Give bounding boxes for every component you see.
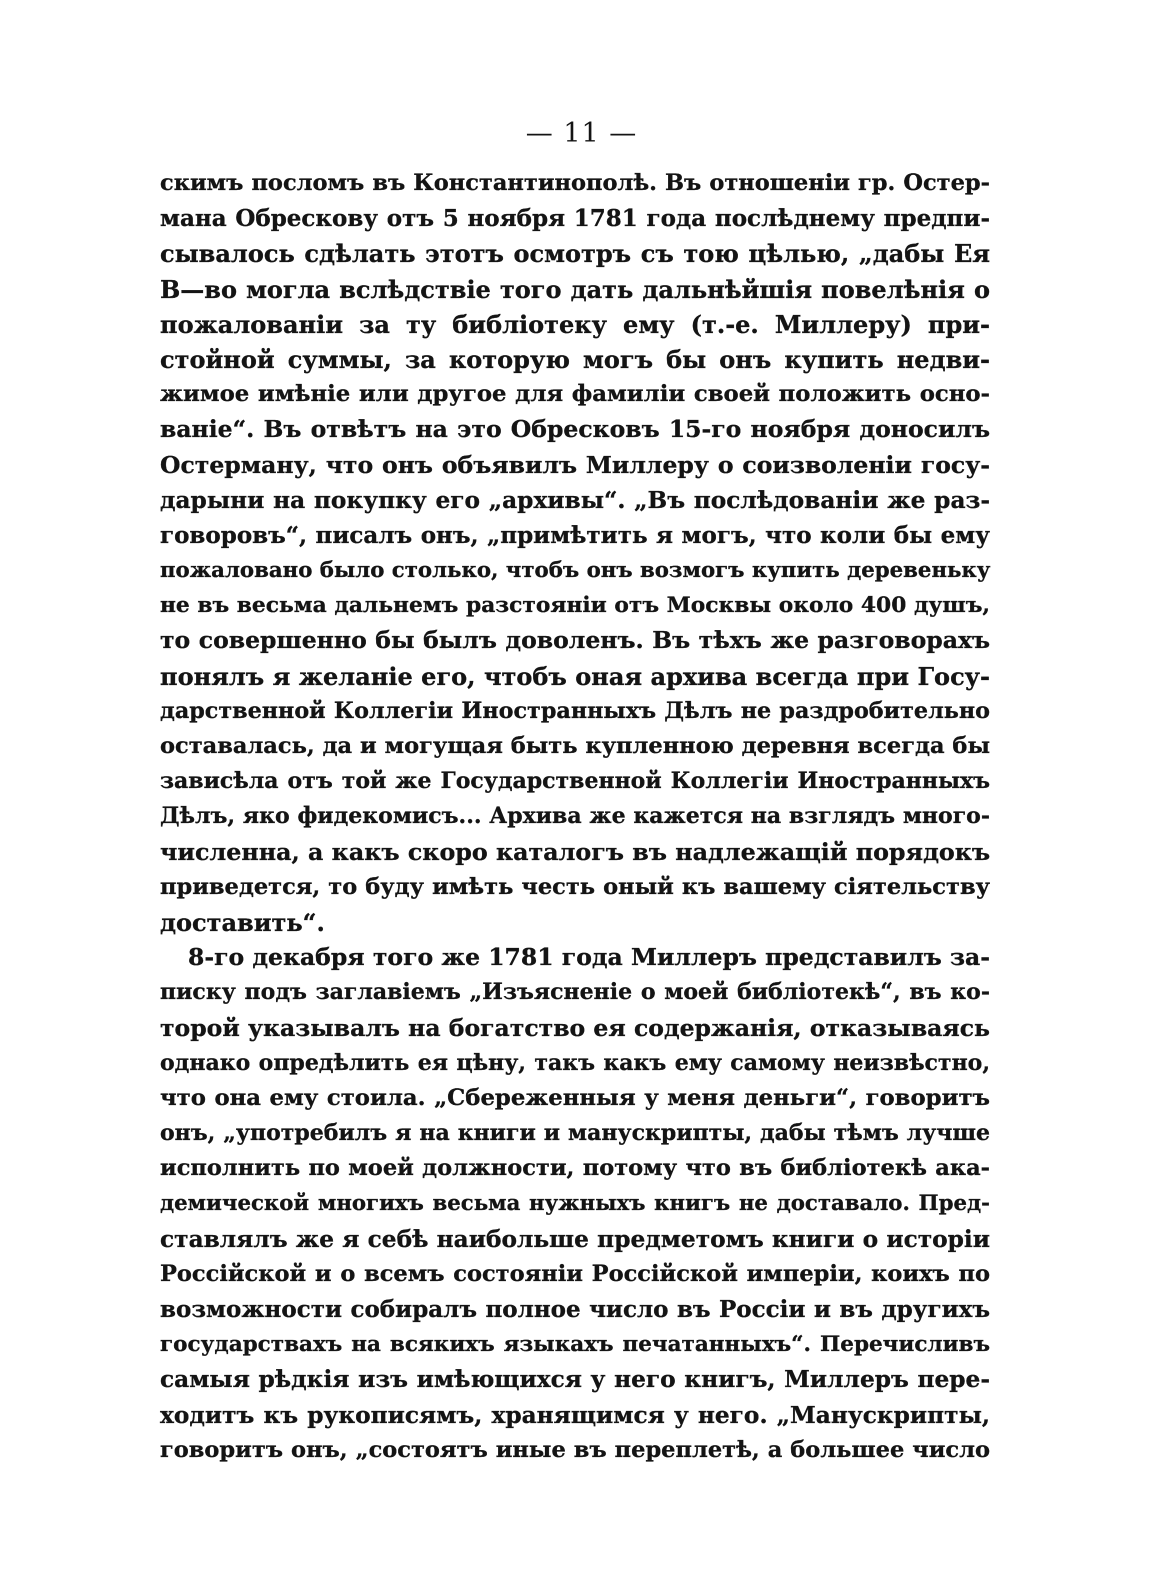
text-line: самыя рѣдкія изъ имѣющихся у него книгъ, Миллеръ пере- <box>160 1366 990 1394</box>
text-line: численна, а какъ скоро каталогъ въ надлежащій порядокъ <box>160 837 991 866</box>
text-line: В—во могла вслѣдствіе того дать дальнѣйшія повелѣнія о <box>160 274 990 304</box>
text-line: онъ, „употребилъ я на книги и манускрипты, дабы тѣмъ лучше <box>160 1120 990 1147</box>
page-number: — 11 — <box>525 118 638 149</box>
text-line: возможности собиралъ полное число въ Россіи и въ другихъ <box>160 1296 990 1323</box>
text-line: оставалась, да и могущая быть купленною деревня всегда бы <box>160 733 990 759</box>
page-text <box>160 166 990 1468</box>
text-line: торой указывалъ на богатство ея содержанія, отказываясь <box>160 1013 990 1042</box>
text-line: стойной суммы, за которую могъ бы онъ купить недви- <box>160 344 990 374</box>
text-line: исполнить по моей должности, потому что въ библіотекѣ ака- <box>160 1155 990 1182</box>
text-line: дарыни на покупку его „архивы“. „Въ послѣдованіи же раз- <box>160 486 990 514</box>
text-line: Дѣлъ, яко фидекомисъ... Архива же кажется на взглядъ много- <box>160 803 990 830</box>
text-line: однако опредѣлить ея цѣну, такъ какъ ему самому неизвѣстно, <box>160 1049 990 1076</box>
text-line: говоровъ“, писалъ онъ, „примѣтить я могъ, что коли бы ему <box>160 521 990 549</box>
text-line: 8-го декабря того же 1781 года Миллеръ представилъ за- <box>188 943 990 972</box>
text-line: ставлялъ же я себѣ наибольше предметомъ книги о исторіи <box>160 1225 990 1253</box>
text-line: писку подъ заглавіемъ „Изъясненіе о моей библіотекѣ“, въ ко- <box>160 979 990 1006</box>
text-line: говоритъ онъ, „состоятъ иные въ переплетѣ, а большее число <box>160 1436 990 1463</box>
text-line: доставить“. <box>160 907 325 937</box>
text-line: приведется, то буду имѣть честь оный къ вашему сіятельству <box>160 873 990 900</box>
text-line: Остерману, что онъ объявилъ Миллеру о соизволеніи госу- <box>160 450 990 479</box>
text-line: сывалось сдѣлать этотъ осмотръ съ тою цѣлью, „дабы Ея <box>160 239 990 269</box>
text-line: что она ему стоила. „Сбереженныя у меня деньги“, говоритъ <box>160 1084 990 1111</box>
text-line: зависѣла отъ той же Государственной Коллегіи Иностранныхъ <box>160 768 990 795</box>
text-line: ходитъ къ рукописямъ, хранящимся у него. „Манускрипты, <box>160 1401 990 1429</box>
text-line: государствахъ на всякихъ языкахъ печатанныхъ“. Перечисливъ <box>160 1332 990 1358</box>
text-line: то совершенно бы былъ доволенъ. Въ тѣхъ же разговорахъ <box>160 626 990 655</box>
text-line: ваніе“. Въ отвѣтъ на это Обресковъ 15-го ноября доносилъ <box>160 415 990 444</box>
text-line: скимъ посломъ въ Константинополѣ. Въ отношеніи гр. Остер- <box>160 170 990 196</box>
text-line: пожаловано было столько, чтобъ онъ возмогъ купить деревеньку <box>160 558 991 584</box>
text-line: Россійской и о всемъ состояніи Россійской имперіи, коихъ по <box>160 1260 990 1287</box>
text-line: жимое имѣніе или другое для фамиліи своей положить осно- <box>160 381 990 408</box>
text-line: демической многихъ весьма нужныхъ книгъ не доставало. Пред- <box>160 1191 990 1217</box>
text-line: мана Обрескову отъ 5 ноября 1781 года послѣднему предпи- <box>160 205 990 233</box>
text-line: понялъ я желаніе его, чтобъ оная архива всегда при Госу- <box>160 661 990 691</box>
text-line: дарственной Коллегіи Иностранныхъ Дѣлъ не раздробительно <box>160 697 990 724</box>
text-line: не въ весьма дальнемъ разстояніи отъ Москвы около 400 душъ, <box>160 593 990 619</box>
text-line: пожалованіи за ту библіотеку ему (т.-е. Миллеру) при- <box>160 309 990 339</box>
